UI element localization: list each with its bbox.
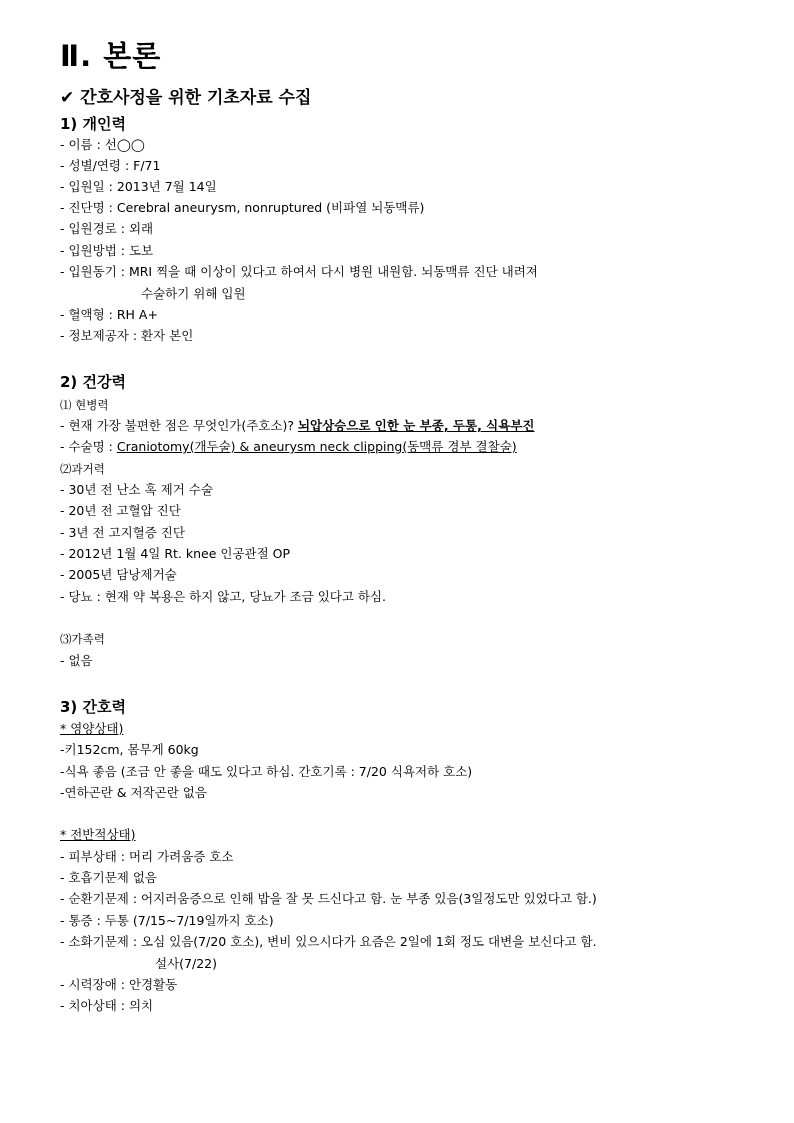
chief-complaint-line	[60, 418, 535, 434]
section-subtitle: ✔ 간호사정을 위한 기초자료 수집	[60, 88, 312, 108]
info-line: - 정보제공자 : 환자 본인	[60, 328, 194, 343]
nutrition-line: -식욕 좋음 (조금 안 좋을 때도 있다고 하심. 간호기록 : 7/20 식욕저하 호소)	[60, 764, 473, 779]
info-line: - 입원경로 : 외래	[60, 221, 154, 236]
section2-heading: 2) 건강력	[60, 373, 126, 391]
general-status-line: - 피부상태 : 머리 가려움증 호소	[60, 849, 234, 864]
nutrition-line: -키152cm, 몸무게 60kg	[60, 742, 199, 757]
family-history-value: - 없음	[60, 653, 93, 668]
general-status-line: - 시력장애 : 안경활동	[60, 977, 178, 992]
general-status-line-continued: 설사(7/22)	[155, 956, 217, 971]
section1-heading: 1) 개인력	[60, 115, 126, 133]
general-status-line: - 통증 : 두통 (7/15~7/19일까지 호소)	[60, 913, 274, 928]
chief-complaint-answer: 뇌압상승으로 인한 눈 부종, 두통, 식욕부진	[297, 418, 535, 433]
info-line: - 입원방법 : 도보	[60, 243, 154, 258]
family-history-label: ⑶가족력	[60, 632, 105, 646]
section3-heading: 3) 간호력	[60, 698, 126, 716]
past-history-item: - 2012년 1월 4일 Rt. knee 인공관절 OP	[60, 546, 291, 561]
surgery-line	[60, 439, 517, 455]
info-line: - 성별/연령 : F/71	[60, 158, 161, 173]
nutrition-label: * 영양상태)	[60, 721, 124, 736]
info-line: - 입원동기 : MRI 찍을 때 이상이 있다고 하여서 다시 병원 내원함. 뇌동맥류 진단 내려져	[60, 264, 538, 279]
past-history-label: ⑵과거력	[60, 462, 105, 476]
general-status-line: - 소화기문제 : 오심 있음(7/20 호소), 변비 있으시다가 요즘은 2일에 1회 정도 대변을 보신다고 함.	[60, 934, 597, 949]
general-status-line: - 치아상태 : 의치	[60, 998, 154, 1013]
nutrition-line: -연하곤란 & 저작곤란 없음	[60, 785, 207, 800]
past-history-item: - 30년 전 난소 혹 제거 수술	[60, 482, 213, 497]
info-line: - 이름 : 선◯◯	[60, 137, 145, 152]
general-status-line: - 호흡기문제 없음	[60, 870, 157, 885]
present-illness-label: ⑴ 현병력	[60, 398, 109, 412]
info-line: - 혈액형 : RH A+	[60, 307, 158, 322]
info-line: - 진단명 : Cerebral aneurysm, nonruptured (비파열 뇌동맥류)	[60, 200, 425, 215]
past-history-item: - 20년 전 고혈압 진단	[60, 503, 181, 518]
info-line: - 입원일 : 2013년 7월 14일	[60, 179, 217, 194]
past-history-item: - 당뇨 : 현재 약 복용은 하지 않고, 당뇨가 조금 있다고 하심.	[60, 589, 387, 604]
info-line-continued: 수술하기 위해 입원	[141, 286, 246, 301]
general-status-label: * 전반적상태)	[60, 827, 136, 842]
past-history-item: - 3년 전 고지혈증 진단	[60, 525, 185, 540]
past-history-item: - 2005년 담낭제거술	[60, 567, 177, 582]
chief-complaint-question: - 현재 가장 불편한 점은 무엇인가(주호소)?	[60, 418, 298, 433]
general-status-line: - 순환기문제 : 어지러움증으로 인해 밥을 잘 못 드신다고 함. 눈 부종 있음(3일정도만 있었다고 함.)	[60, 891, 597, 906]
page-title: Ⅱ. 본론	[60, 39, 162, 73]
surgery-value: Craniotomy(개두술) & aneurysm neck clipping(동맥류 경부 결찰술)	[116, 439, 517, 454]
surgery-label: - 수술명 :	[60, 439, 117, 454]
